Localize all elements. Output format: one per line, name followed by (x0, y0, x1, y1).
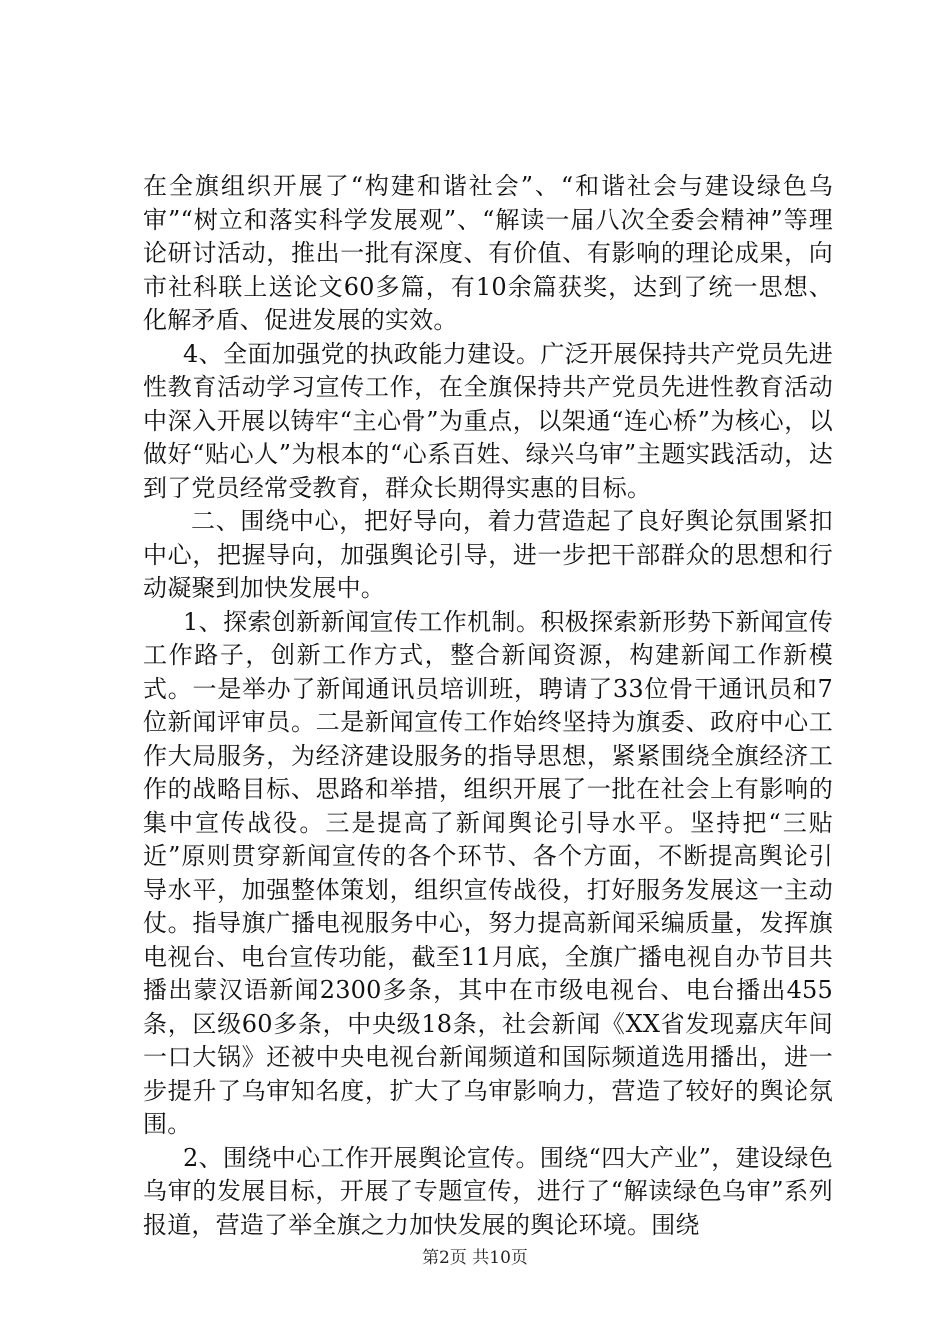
document-body (143, 170, 833, 1242)
paragraph-public-opinion: 2、围绕中心工作开展舆论宣传。围绕“四大产业”，建设绿色乌审的发展目标，开展了专题宣传，进行了“解读绿色乌审”系列报道，营造了举全旗之力加快发展的舆论环境。围绕 (143, 1143, 833, 1239)
paragraph-news-mechanism: 1、探索创新新闻宣传工作机制。积极探索新形势下新闻宣传工作路子，创新工作方式，整合新闻资源，构建新闻工作新模式。一是举办了新闻通讯员培训班，聘请了33位骨干通讯员和7位新闻评审员。二是新闻宣传工作始终坚持为旗委、政府中心工作大局服务，为经济建设服务的指导思想，紧紧围绕全旗经济工作的战略目标、思路和举措，组织开展了一批在社会上有影响的集中宣传战役。三是提高了新闻舆论引导水平。坚持把“三贴近”原则贯穿新闻宣传的各个环节、各个方面，不断提高舆论引导水平，加强整体策划，组织宣传战役，打好服务发展这一主动仗。指导旗广播电视服务中心，努力提高新闻采编质量，发挥旗电视台、电台宣传功能，截至11月底，全旗广播电视自办节目共播出蒙汉语新闻2300多条，其中在市级电视台、电台播出455条，区级60多条，中央级18条，社会新闻《XX省发现嘉庆年间一口大锅》还被中央电视台新闻频道和国际频道选用播出，进一步提升了乌审知名度，扩大了乌审影响力，营造了较好的舆论氛围。 (143, 607, 833, 1138)
page-number-footer: 第2页 共10页 (422, 1248, 528, 1268)
paragraph-party-building: 4、全面加强党的执政能力建设。广泛开展保持共产党员先进性教育活动学习宣传工作，在全旗保持共产党员先进性教育活动中深入开展以铸牢“主心骨”为重点，以架通“连心桥”为核心，以做好“贴心人”为根本的“心系百姓、绿兴乌审”主题实践活动，达到了党员经常受教育，群众长期得实惠的目标。 (143, 339, 833, 502)
section-heading-two: 二、围绕中心，把好导向，着力营造起了良好舆论氛围紧扣中心，把握导向，加强舆论引导，进一步把干部群众的思想和行动凝聚到加快发展中。 (143, 507, 833, 602)
paragraph-continuation: 在全旗组织开展了“构建和谐社会”、“和谐社会与建设绿色乌审”“树立和落实科学发展观”、“解读一届八次全委会精神”等理论研讨活动，推出一批有深度、有价值、有影响的理论成果，向市社科联上送论文60多篇，有10余篇获奖，达到了统一思想、化解矛盾、促进发展的实效。 (143, 172, 833, 334)
